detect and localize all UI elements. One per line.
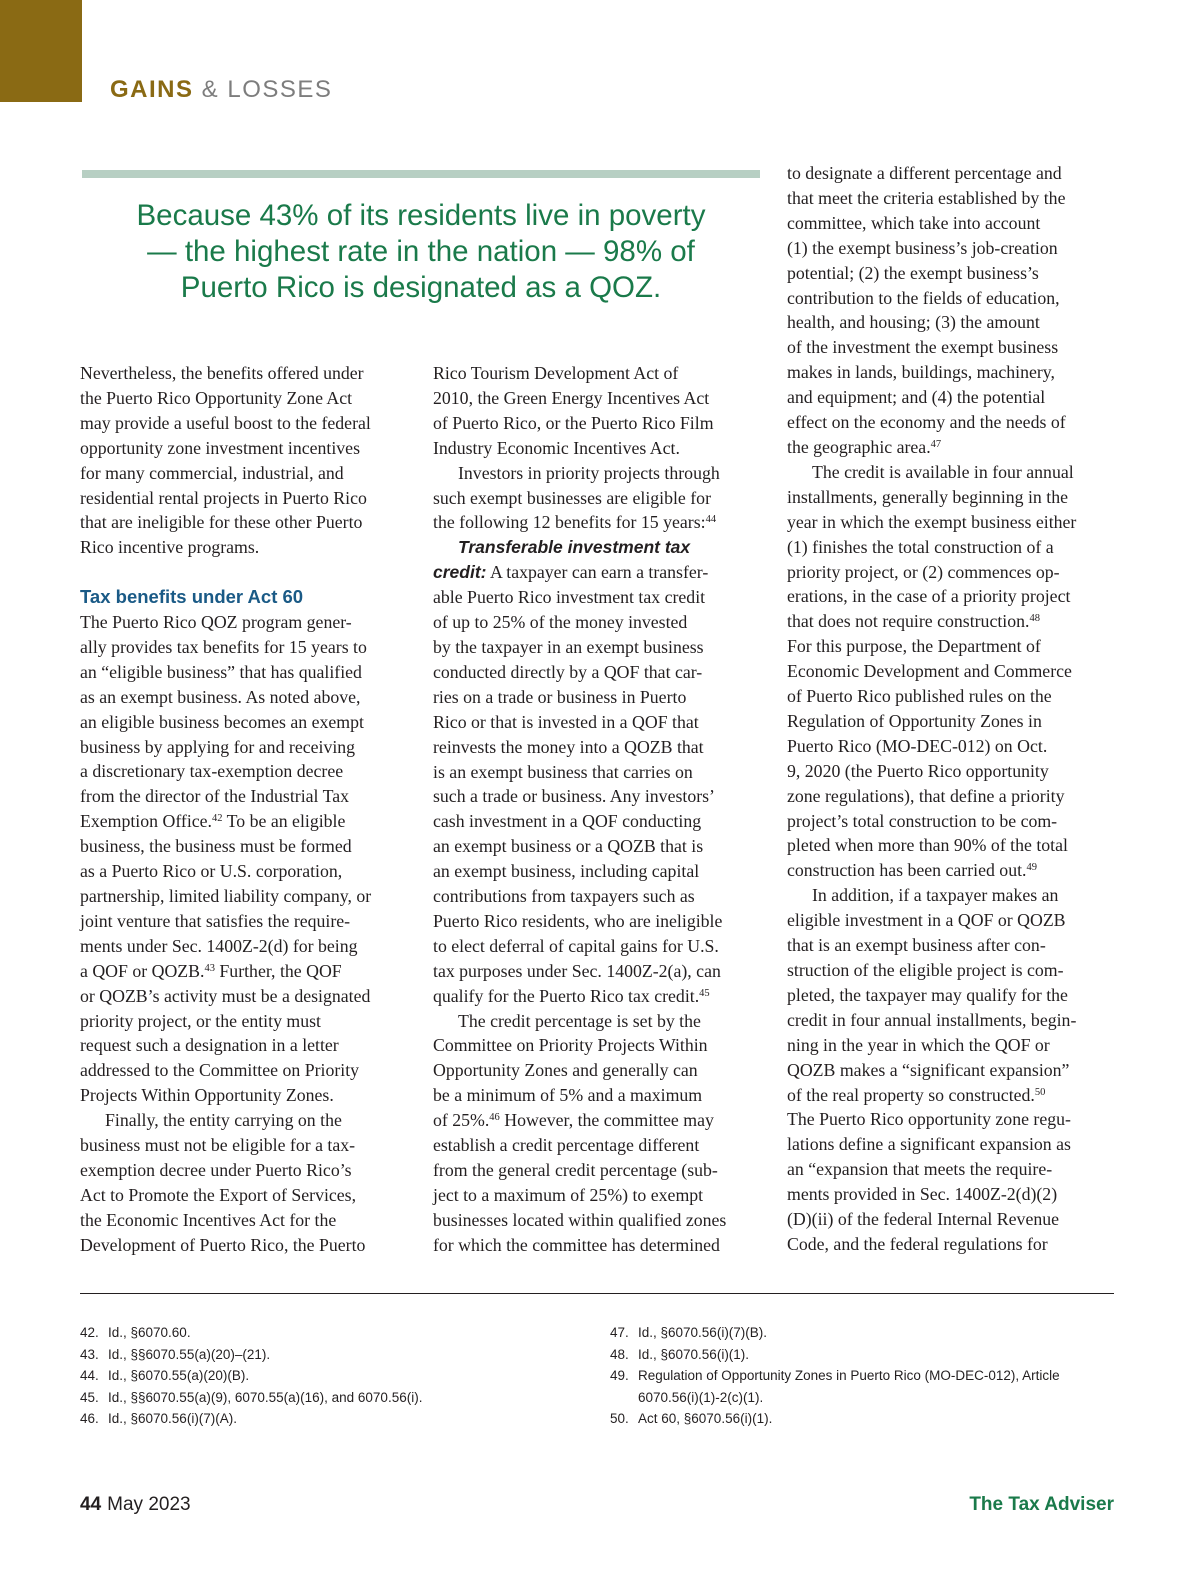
text-line: that are ineligible for these other Puerto xyxy=(80,512,363,533)
text-line: to designate a different percentage and xyxy=(787,163,1062,183)
text-line: Nevertheless, the benefits offered under xyxy=(80,363,364,383)
text-line: of the investment the exempt business xyxy=(787,337,1059,358)
footnote-ref[interactable]: 47 xyxy=(930,438,942,450)
text-line: makes in lands, buildings, machinery, xyxy=(787,362,1055,383)
text-line: Committee on Priority Projects Within xyxy=(433,1035,708,1056)
text-line: For this purpose, the Department of xyxy=(787,636,1041,657)
text-line: Finally, the entity carrying on the xyxy=(105,1110,342,1131)
text-line: In addition, if a taxpayer makes an xyxy=(812,885,1059,906)
text-line: that is an exempt business after con- xyxy=(787,935,1046,956)
text-line: of Puerto Rico published rules on the xyxy=(787,686,1052,707)
text-line: Development of Puerto Rico, the Puerto xyxy=(80,1234,366,1255)
text-line: Opportunity Zones and generally can xyxy=(433,1060,698,1081)
text-line: ries on a trade or business in Puerto xyxy=(433,686,687,707)
text-line: (1) the exempt business’s job-creation xyxy=(787,237,1058,258)
text-line: 2010, the Green Energy Incentives Act xyxy=(433,387,710,408)
text-line xyxy=(787,435,1119,460)
text-line: businesses located within qualified zones xyxy=(433,1209,727,1230)
text-run: the geographic area. xyxy=(787,436,931,457)
text-line: is an exempt business that carries on xyxy=(433,761,693,782)
body-column-3 xyxy=(787,161,1119,1257)
text-line: Projects Within Opportunity Zones. xyxy=(80,1085,334,1106)
text-line xyxy=(787,609,1119,634)
footnote-text: Regulation of Opportunity Zones in Puerto Rico (MO-DEC-012), Article xyxy=(638,1368,1060,1383)
footnote-ref[interactable]: 50 xyxy=(1034,1086,1046,1098)
issue-date: May 2023 xyxy=(107,1494,191,1515)
text-line: reinvests the money into a QOZB that xyxy=(433,736,704,757)
text-line: Investors in priority projects through xyxy=(458,462,720,483)
text-line: credit in four annual installments, begin- xyxy=(787,1009,1077,1030)
text-line: for many commercial, industrial, and xyxy=(80,462,344,483)
text-line: such a trade or business. Any investors’ xyxy=(433,786,715,807)
footnote-number: 50. xyxy=(610,1411,629,1426)
run-in-heading: credit: xyxy=(433,562,487,583)
spacer xyxy=(80,560,412,585)
text-line: from the general credit percentage (sub- xyxy=(433,1160,718,1180)
pullquote-line: — the highest rate in the nation — 98% of xyxy=(147,235,695,268)
text-line: establish a credit percentage different xyxy=(433,1135,700,1156)
text-line: Puerto Rico (MO-DEC-012) on Oct. xyxy=(787,735,1048,756)
text-line xyxy=(433,535,763,560)
text-line: request such a designation in a letter xyxy=(80,1035,339,1056)
text-line: 9, 2020 (the Puerto Rico opportunity xyxy=(787,760,1049,781)
text-line: Industry Economic Incentives Act. xyxy=(433,437,680,458)
pullquote xyxy=(82,198,760,306)
text-line: priority project, or the entity must xyxy=(80,1010,321,1031)
footnote-ref[interactable]: 48 xyxy=(1029,613,1040,625)
footnote-text-continued: 6070.56(i)(1)-2(c)(1). xyxy=(638,1389,764,1405)
footnote-number: 45. xyxy=(80,1389,99,1405)
text-line: Rico or that is invested in a QOF that xyxy=(433,711,699,732)
text-run: Exemption Office. xyxy=(80,811,213,832)
text-line: installments, generally beginning in the xyxy=(787,486,1068,507)
text-line xyxy=(433,510,763,535)
text-line: as an exempt business. As noted above, xyxy=(80,686,361,707)
text-line: by the taxpayer in an exempt business xyxy=(433,636,704,657)
text-line: erations, in the case of a priority project xyxy=(787,586,1071,607)
footnote-text: Id., §6070.56(i)(7)(B). xyxy=(638,1325,768,1340)
footnote-ref[interactable]: 44 xyxy=(705,514,717,526)
footnote xyxy=(610,1408,1110,1430)
text-run: To be an eligible xyxy=(222,811,346,832)
text-line: be a minimum of 5% and a maximum xyxy=(433,1085,703,1106)
corner-color-block xyxy=(0,0,82,102)
text-line xyxy=(787,1083,1119,1108)
text-line: addressed to the Committee on Priority xyxy=(80,1060,360,1081)
text-run: that does not require construction. xyxy=(787,611,1030,632)
footnote-text: Act 60, §6070.56(i)(1). xyxy=(638,1411,773,1426)
text-line: an “expansion that meets the require- xyxy=(787,1159,1053,1180)
footnote xyxy=(610,1344,1110,1366)
footnote-number: 44. xyxy=(80,1368,99,1383)
footnote-number: 49. xyxy=(610,1368,629,1383)
text-line: potential; (2) the exempt business’s xyxy=(787,262,1039,283)
text-line xyxy=(433,560,763,585)
text-line xyxy=(433,1108,763,1133)
text-line: residential rental projects in Puerto Rico xyxy=(80,487,367,508)
footnote-ref[interactable]: 42 xyxy=(212,813,223,825)
text-line: Rico incentive programs. xyxy=(80,537,260,558)
footnote-number: 47. xyxy=(610,1325,629,1340)
text-run: construction has been carried out. xyxy=(787,860,1027,881)
text-run: qualify for the Puerto Rico tax credit. xyxy=(433,985,700,1006)
text-line xyxy=(787,858,1119,883)
footnotes-left xyxy=(80,1322,580,1430)
text-line: joint venture that satisfies the require- xyxy=(80,910,351,931)
text-line: may provide a useful boost to the federal xyxy=(80,412,371,433)
text-line: committee, which take into account xyxy=(787,212,1041,233)
text-line: ments provided in Sec. 1400Z-2(d)(2) xyxy=(787,1184,1058,1205)
section-header-strong: GAINS xyxy=(110,76,194,103)
footnote xyxy=(610,1365,1110,1408)
text-run: of 25%. xyxy=(433,1110,490,1131)
text-line: business by applying for and receiving xyxy=(80,736,356,757)
text-line: and equipment; and (4) the potential xyxy=(787,387,1046,408)
text-run: However, the committee may xyxy=(499,1110,714,1131)
text-line: ning in the year in which the QOF or xyxy=(787,1034,1050,1055)
footnote-ref[interactable]: 43 xyxy=(204,962,215,974)
text-line: cash investment in a QOF conducting xyxy=(433,811,702,832)
text-line: pleted when more than 90% of the total xyxy=(787,835,1068,856)
text-line: contribution to the fields of education, xyxy=(787,287,1060,308)
footnote-ref[interactable]: 46 xyxy=(489,1112,500,1124)
footnote xyxy=(80,1408,580,1430)
subhead: Tax benefits under Act 60 xyxy=(80,586,304,608)
text-line: pleted, the taxpayer may qualify for the xyxy=(787,984,1068,1005)
text-line: health, and housing; (3) the amount xyxy=(787,312,1040,333)
footnote-number: 46. xyxy=(80,1411,99,1426)
text-line: contributions from taxpayers such as xyxy=(433,886,695,907)
footnote xyxy=(80,1344,580,1366)
text-line: zone regulations), that define a priority xyxy=(787,785,1065,806)
text-line: that meet the criteria established by the xyxy=(787,187,1066,208)
text-line: the Puerto Rico Opportunity Zone Act xyxy=(80,387,353,408)
text-line: or QOZB’s activity must be a designated xyxy=(80,985,371,1006)
text-line: effect on the economy and the needs of xyxy=(787,412,1066,433)
footnote xyxy=(80,1387,580,1409)
footnote-text: Id., §6070.56(i)(7)(A). xyxy=(108,1411,238,1426)
text-line: an exempt business or a QOZB that is xyxy=(433,836,704,857)
text-line: business must not be eligible for a tax- xyxy=(80,1135,356,1156)
text-line: Act to Promote the Export of Services, xyxy=(80,1184,357,1205)
text-line: year in which the exempt business either xyxy=(787,511,1077,532)
footnote-number: 48. xyxy=(610,1346,629,1362)
footnote xyxy=(80,1322,580,1344)
text-line: The credit percentage is set by the xyxy=(458,1010,701,1031)
body-column-1 xyxy=(80,361,412,1258)
text-line: Puerto Rico residents, who are ineligible xyxy=(433,910,723,931)
footnote-rule xyxy=(80,1293,1114,1294)
footnote-text: Id., §§6070.55(a)(9), 6070.55(a)(16), and 6070.56(i). xyxy=(108,1389,423,1405)
text-line: the Economic Incentives Act for the xyxy=(80,1209,337,1230)
text-run: a QOF or QOZB. xyxy=(80,960,205,981)
text-line: business, the business must be formed xyxy=(80,836,352,857)
text-line: opportunity zone investment incentives xyxy=(80,437,360,458)
text-line: a discretionary tax-exemption decree xyxy=(80,761,344,782)
footnote-number: 43. xyxy=(80,1346,99,1362)
text-line: an eligible business becomes an exempt xyxy=(80,711,364,732)
text-line: tax purposes under Sec. 1400Z-2(a), can xyxy=(433,960,721,981)
text-line: from the director of the Industrial Tax xyxy=(80,786,350,807)
text-line: lations define a significant expansion as xyxy=(787,1134,1071,1155)
pullquote-line: Because 43% of its residents live in poverty xyxy=(136,199,706,232)
pullquote-rule xyxy=(82,170,760,178)
body-column-2 xyxy=(433,361,763,1258)
text-run: A taxpayer can earn a transfer- xyxy=(486,562,709,583)
footnote xyxy=(80,1365,580,1387)
footnote-text: Id., §6070.56(i)(1). xyxy=(638,1346,750,1362)
text-run: the following 12 benefits for 15 years: xyxy=(433,512,706,533)
text-line: The Puerto Rico opportunity zone regu- xyxy=(787,1109,1071,1130)
text-line: QOZB makes a “significant expansion” xyxy=(787,1059,1070,1080)
text-line: (D)(ii) of the federal Internal Revenue xyxy=(787,1209,1060,1230)
footnote-number: 42. xyxy=(80,1325,99,1340)
text-line: struction of the eligible project is com- xyxy=(787,960,1064,980)
text-line: (1) finishes the total construction of a xyxy=(787,536,1054,557)
text-line: an exempt business, including capital xyxy=(433,861,700,882)
text-line: priority project, or (2) commences op- xyxy=(787,561,1060,582)
section-header-rest: & LOSSES xyxy=(193,76,333,103)
text-line: ject to a maximum of 25%) to exempt xyxy=(433,1184,704,1205)
text-line: of Puerto Rico, or the Puerto Rico Film xyxy=(433,412,714,433)
footnote xyxy=(610,1322,1110,1344)
text-line: for which the committee has determined xyxy=(433,1234,720,1255)
text-line: ments under Sec. 1400Z-2(d) for being xyxy=(80,935,358,956)
text-line: an “eligible business” that has qualified xyxy=(80,661,362,682)
text-line: eligible investment in a QOF or QOZB xyxy=(787,910,1066,931)
text-line: such exempt businesses are eligible for xyxy=(433,487,711,508)
text-run: of the real property so constructed. xyxy=(787,1084,1035,1105)
pullquote-line: Puerto Rico is designated as a QOZ. xyxy=(180,271,662,304)
page-footer xyxy=(80,1494,191,1516)
footnotes-right xyxy=(610,1322,1110,1430)
text-line: Code, and the federal regulations for xyxy=(787,1233,1048,1254)
run-in-heading: Transferable investment tax xyxy=(458,537,691,558)
footnote-ref[interactable]: 49 xyxy=(1026,862,1037,874)
text-line: project’s total construction to be com- xyxy=(787,810,1058,831)
text-line xyxy=(80,809,412,834)
publication-name: The Tax Adviser xyxy=(969,1494,1114,1515)
footnote-ref[interactable]: 45 xyxy=(699,987,710,999)
text-line: to elect deferral of capital gains for U.S. xyxy=(433,935,719,956)
page-number: 44 xyxy=(80,1494,102,1515)
text-line: Economic Development and Commerce xyxy=(787,661,1072,682)
text-line: as a Puerto Rico or U.S. corporation, xyxy=(80,861,343,882)
footnote-text: Id., §§6070.55(a)(20)–(21). xyxy=(108,1346,271,1362)
text-line: Regulation of Opportunity Zones in xyxy=(787,710,1042,731)
text-run: Further, the QOF xyxy=(214,960,342,981)
text-line: conducted directly by a QOF that car- xyxy=(433,661,703,682)
text-line: ally provides tax benefits for 15 years to xyxy=(80,636,367,657)
text-line xyxy=(80,959,412,984)
section-header xyxy=(110,76,332,104)
footnote-text: Id., §6070.55(a)(20)(B). xyxy=(108,1368,250,1383)
text-line: The Puerto Rico QOZ program gener- xyxy=(80,612,352,633)
text-line: of up to 25% of the money invested xyxy=(433,612,688,633)
text-line: exemption decree under Puerto Rico’s xyxy=(80,1159,352,1180)
footnote-text: Id., §6070.60. xyxy=(108,1325,191,1340)
text-line: partnership, limited liability company, or xyxy=(80,886,372,907)
text-line: The credit is available in four annual xyxy=(812,461,1074,482)
text-line xyxy=(433,984,763,1009)
text-line: Rico Tourism Development Act of xyxy=(433,363,679,383)
text-line: able Puerto Rico investment tax credit xyxy=(433,587,706,608)
